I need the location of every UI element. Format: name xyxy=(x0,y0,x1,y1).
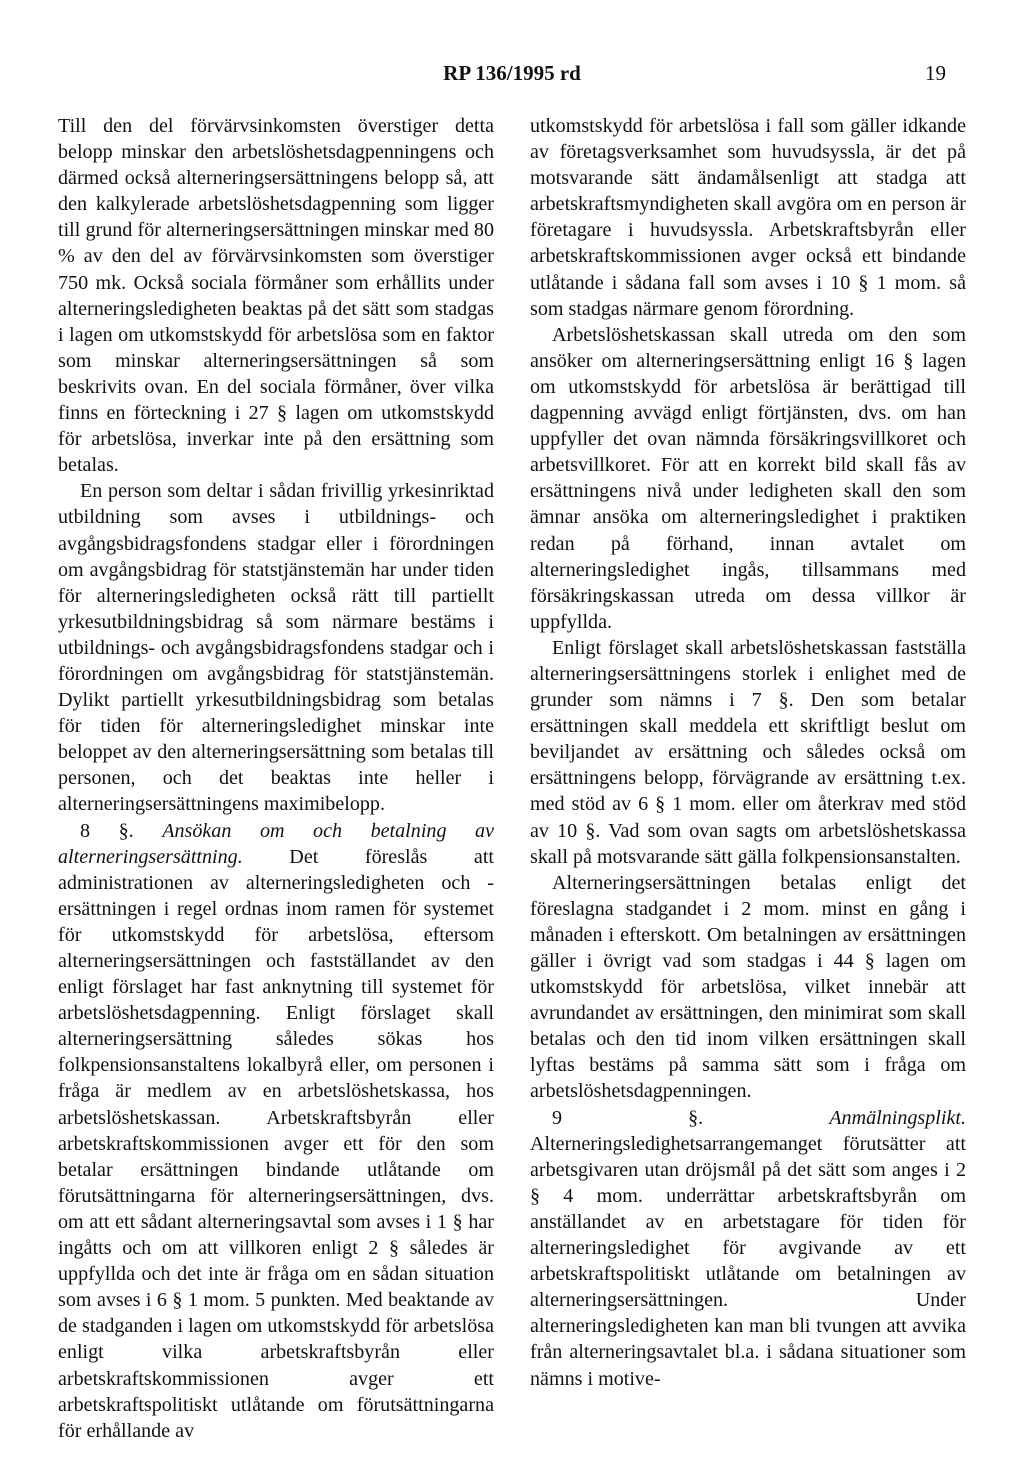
page-number: 19 xyxy=(925,61,946,85)
section-number: 8 §. xyxy=(80,819,163,842)
paragraph: Enligt förslaget skall arbetslöshetskassan fastställa alterneringsersättningens storlek i enlighet med de grunder som nämns i 7 §. Den som betalar ersättningen skall meddela ett skriftligt beslut om beviljandet av ersättning och således också om ersättningens belopp, förvägrande av ersättning t.ex. med stöd av 6 § 1 mom. eller om återkrav med stöd av 10 §. Vad som ovan sagts om arbetslöshetskassa skall på motsvarande sätt gälla folkpensionsanstalten. xyxy=(530,636,966,868)
paragraph: Till den del förvärvsinkomsten överstiger detta belopp minskar den arbetslöshetsdagpenningens och därmed också alterneringsersättningens belopp så, att den kalkylerade arbetslöshetsdagpenning som ligger till grund för alterneringsersättningen minskar med 80 % av den del av förvärvsinkomsten som överstiger 750 mk. Också sociala förmåner som erhållits under alterneringsledigheten beaktas på det sätt som stadgas i lagen om utkomstskydd för arbetslösa som en faktor som minskar alterneringsersättningen så som beskrivits ovan. En del sociala förmåner, över vilka finns en förteckning i 27 § lagen om utkomstskydd för arbetslösa, inverkar inte på den ersättning som betalas. xyxy=(58,115,494,477)
section-heading: Ansökan om och betalning av alterneringsersättning. xyxy=(58,819,494,868)
document-reference: RP 136/1995 rd xyxy=(443,61,581,85)
paragraph: Alterneringsersättningen betalas enligt det föreslagna stadgandet i 2 mom. minst en gång i månaden i efterskott. Om betalningen av ersättningen gäller i övrigt vad som stadgas i 44 § lagen om utkomstskydd för arbetslösa, vilket innebär att avrundandet av ersättningen, den minimirat som skall betalas och den tid inom vilken ersättningen skall lyftas bestäms på samma sätt som i fråga om arbetslöshetsdagpenningen. xyxy=(530,871,966,1103)
left-column xyxy=(58,113,494,1444)
section-text: Alterneringsledighetsarrangemanget förutsätter att arbetsgivaren utan dröjsmål på det sätt som anges i 2 § 4 mom. underrättar arbetskraftsbyrån om anställandet av en arbetstagare för tiden för alterneringsledighet för avgivande av ett arbetskraftspolitiskt utlåtande om betalningen av alterneringsersättningen. Under alterneringsledigheten kan man bli tvungen att avvika från alterneringsavtalet bl.a. i sådana situationer som nämns i motive- xyxy=(530,1132,966,1390)
section-8-paragraph xyxy=(58,818,494,1444)
right-column xyxy=(530,113,966,1392)
section-number: 9 §. xyxy=(552,1106,830,1129)
paragraph: Arbetslöshetskassan skall utreda om den som ansöker om alterneringsersättning enligt 16 § lagen om utkomstskydd för arbetslösa är berättigad till dagpenning avvägd enligt förtjänsten, dvs. om han uppfyller det ovan nämnda försäkringsvillkoret och arbetsvillkoret. För att en korrekt bild skall fås av ersättningens nivå under ledigheten skall den som ämnar ansöka om alterneringsledighet i praktiken redan på förhand, innan avtalet om alterneringsledighet ingås, tillsammans med försäkringskassan utreda om dessa villkor är uppfyllda. xyxy=(530,323,966,633)
section-heading: Anmälningsplikt. xyxy=(829,1106,966,1129)
page-header xyxy=(0,58,1024,88)
paragraph: En person som deltar i sådan frivillig yrkesinriktad utbildning som avses i utbildnings- och avgångsbidragsfondens stadgar eller i förordningen om avgångsbidrag för statstjänstemän har under tiden för alterneringsledigheten också rätt till partiellt yrkesutbildningsbidrag så som närmare bestäms i utbildnings- och avgångsbidragsfondens stadgar och i förordningen om avgångsbidrag för statstjänstemän. Dylikt partiellt yrkesutbildningsbidrag som betalas för tiden för alterneringsledighet minskar inte beloppet av den alterneringsersättning som betalas till personen, och det beaktas inte heller i alterneringsersättningens maximibelopp. xyxy=(58,480,494,816)
section-9-paragraph xyxy=(530,1105,966,1392)
section-text: Det föreslås att administrationen av alterneringsledigheten och -ersättningen i regel ordnas inom ramen för systemet för utkomstskydd för arbetslösa, eftersom alterneringsersättningen och fastställandet av den enligt förslaget har fast anknytning till systemet för arbetslöshetsdagpenning. Enligt förslaget skall alterneringsersättning således sökas hos folkpensionsanstaltens lokalbyrå eller, om personen i fråga är medlem av en arbetslöshetskassa, hos arbetslöshetskassan. Arbetskraftsbyrån eller arbetskraftskommissionen avger ett för den som betalar ersättningen bindande utlåtande om förutsättningarna för alterneringsersättningen, dvs. om att ett sådant alterneringsavtal som avses i 1 § har ingåtts och om att villkoren enligt 2 § således är uppfyllda och det inte är fråga om en sådan situation som avses i 6 § 1 mom. 5 punkten. Med beaktande av de stadganden i lagen om utkomstskydd för arbetslösa enligt vilka arbetskraftsbyrån eller arbetskraftskommissionen avger ett arbetskraftspolitiskt utlåtande om förutsättningarna för erhållande av xyxy=(58,845,494,1442)
paragraph: utkomstskydd för arbetslösa i fall som gäller idkande av företagsverksamhet som huvudsyssla, är det på motsvarande sätt ändamålsenligt att stadga att arbetskraftsmyndigheten skall avgöra om en person är företagare i huvudsyssla. Arbetskraftsbyrån eller arbetskraftskommissionen avger också ett bindande utlåtande i sådana fall som avses i 10 § 1 mom. så som stadgas närmare genom förordning. xyxy=(530,115,966,320)
